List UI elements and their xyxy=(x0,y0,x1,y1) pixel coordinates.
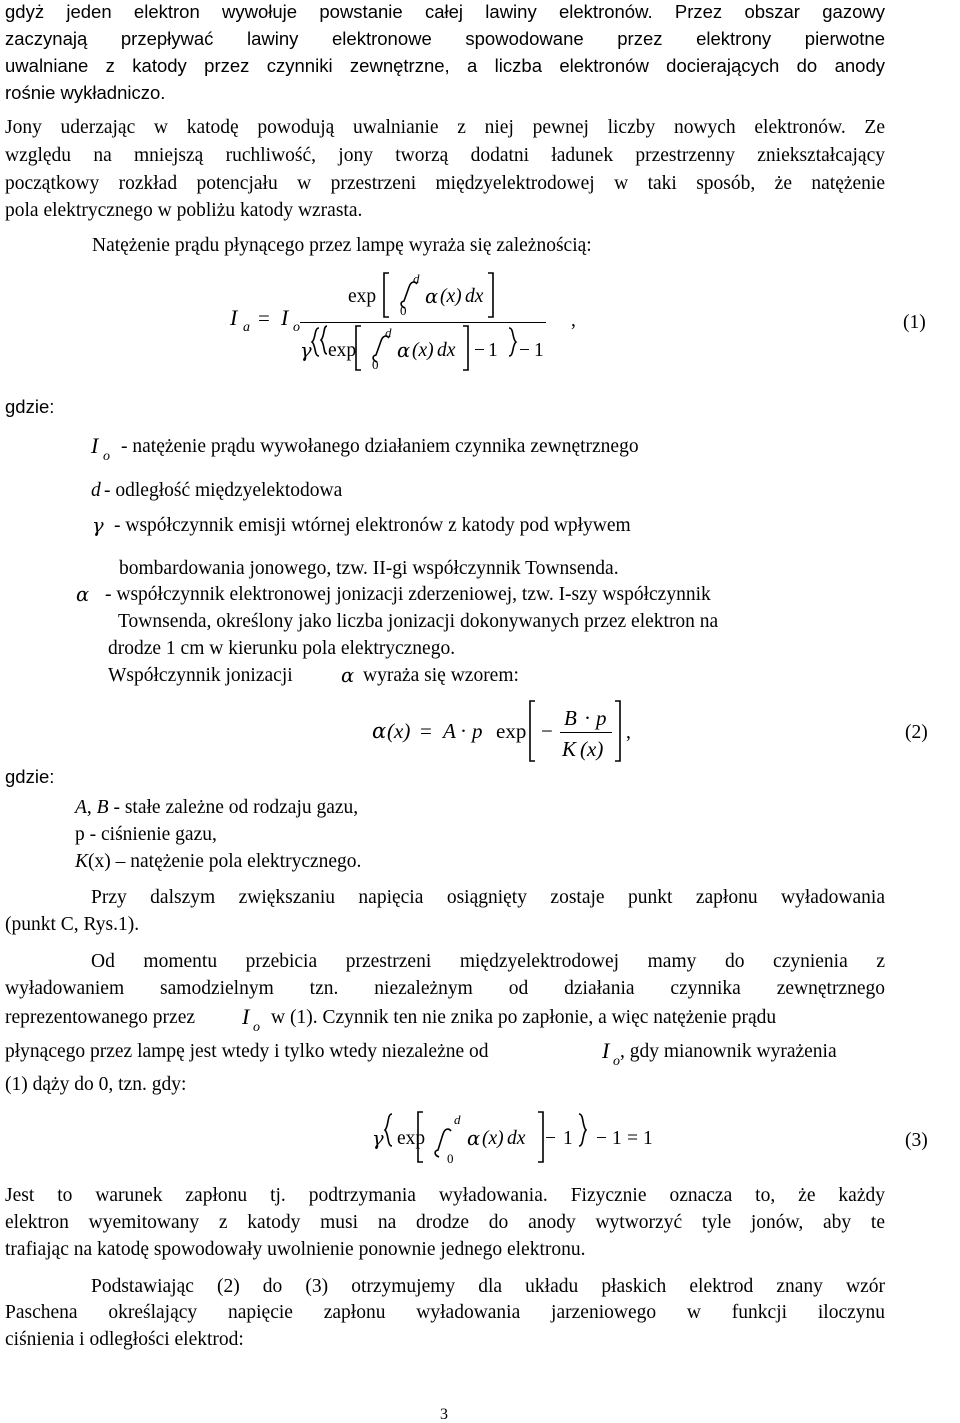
eq1-lhs-sub: a xyxy=(243,320,250,335)
breakdown-Io-symbol: I xyxy=(242,1004,250,1029)
eq3-exp: exp xyxy=(397,1128,426,1149)
def-ab-sep: , xyxy=(86,797,97,818)
breakdown-line-4a: płynącego przez lampę jest wtedy i tylko wtedy niezależne od xyxy=(5,1041,489,1062)
eq1-number: (1) xyxy=(903,312,926,333)
eq3-one-a: 1 xyxy=(563,1128,573,1149)
eq1-lhs-I: I xyxy=(230,305,238,330)
eq1-den-exp: exp xyxy=(328,340,357,361)
breakdown-Io-symbol-2: I xyxy=(602,1038,610,1063)
def-k-text: (x) – natężenie pola elektrycznego. xyxy=(88,851,362,872)
condition-line-3: trafiając na katodę spowodowały uwolnienie ponownie jednego elektronu. xyxy=(5,1239,586,1260)
paschen-line-1: Podstawiając (2) do (3) otrzymujemy dla układu płaskich elektrod znany wzór xyxy=(91,1276,885,1297)
def-K-symbol: K xyxy=(75,851,89,872)
alpha-formula-intro-a: Współczynnik jonizacji xyxy=(108,665,293,686)
gdzie-label-2: gdzie: xyxy=(5,766,55,787)
eq3-upper: d xyxy=(454,1112,461,1127)
eq3-lower: 0 xyxy=(447,1151,454,1166)
eq1-den-minus-a: − xyxy=(474,340,485,361)
def-gamma-symbol: γ xyxy=(92,514,104,537)
breakdown-line-5: (1) dąży do 0, tzn. gdy: xyxy=(5,1074,187,1095)
intro-line-3: uwalniane z katody przez czynniki zewnętrzne, a liczba elektronów docierających do anody xyxy=(5,55,885,76)
ions-line-1: Jony uderzając w katodę powodują uwalnianie z niej pewnej liczby nowych elektronów. Ze xyxy=(5,117,885,138)
eq1-rhs-sub: o xyxy=(293,320,300,335)
eq1-num-x: (x) xyxy=(440,286,462,307)
eq2-num-B: B xyxy=(564,706,577,730)
ions-line-4: pola elektrycznego w pobliżu katody wzrasta. xyxy=(5,200,363,221)
eq1-den-dx: dx xyxy=(437,340,456,361)
breakdown-line-3a: reprezentowanego przez xyxy=(5,1007,196,1028)
eq1-comma: , xyxy=(571,310,576,331)
eq2-p: p xyxy=(472,719,483,743)
current-intro: Natężenie prądu płynącego przez lampę wyraża się zależnością: xyxy=(92,235,592,256)
ignition-line-1: Przy dalszym zwiększaniu napięcia osiągnięty zostaje punkt zapłonu wyładowania xyxy=(91,887,885,908)
eq1-den-minus-b: − xyxy=(519,340,530,361)
eq1-num-alpha: α xyxy=(425,285,439,308)
def-gamma-text-2: bombardowania jonowego, tzw. II-gi współczynnik Townsenda. xyxy=(119,558,619,579)
paschen-line-2: Paschena określający napięcie zapłonu wyładowania jarzeniowego w funkcji iloczynu xyxy=(5,1302,885,1323)
eq1-den-one-a: 1 xyxy=(488,340,498,361)
eq2-A: A xyxy=(443,719,456,743)
def-gamma-text: - współczynnik emisji wtórnej elektronów z katody pod wpływem xyxy=(114,515,631,536)
breakdown-Io-sub: o xyxy=(253,1020,260,1035)
page-number: 3 xyxy=(440,1406,448,1423)
def-B-symbol: B xyxy=(96,797,109,818)
condition-line-2: elektron wyemitowany z katody musi na drodze do anody wytworzyć tyle jonów, aby te xyxy=(5,1212,885,1233)
eq2-exp: exp xyxy=(496,719,527,743)
intro-line-1: gdyż jeden elektron wywołuje powstanie całej lawiny elektronów. Przez obszar gazowy xyxy=(5,1,885,22)
breakdown-line-2: wyładowaniem samodzielnym tzn. niezależnym od działania czynnika zewnętrznego xyxy=(5,978,885,999)
eq3-alpha: α xyxy=(467,1127,481,1150)
def-alpha-symbol: α xyxy=(76,583,90,606)
def-Io-symbol: I xyxy=(91,433,99,458)
eq3-minus-b: − xyxy=(596,1128,607,1149)
eq2-number: (2) xyxy=(905,722,928,743)
breakdown-line-1: Od momentu przebicia przestrzeni międzyelektrodowej mamy do czynienia z xyxy=(91,951,885,972)
ions-line-2: względu na mniejszą ruchliwość, jony tworzą dodatni ładunek przestrzenny zniekształcający xyxy=(5,145,885,166)
eq2-num-p: p xyxy=(596,706,607,730)
def-Io-text: - natężenie prądu wywołanego działaniem czynnika zewnętrznego xyxy=(121,436,639,457)
eq3-dx: dx xyxy=(507,1128,526,1149)
eq3-gamma: γ xyxy=(372,1127,384,1150)
eq1-num-exp: exp xyxy=(348,286,377,307)
intro-line-2: zaczynają przepływać lawiny elektronowe spowodowane przez elektrony pierwotne xyxy=(5,28,885,49)
eq1-den-upper: d xyxy=(385,325,392,340)
eq1-equals: = xyxy=(258,306,270,330)
eq3-number: (3) xyxy=(905,1130,928,1151)
eq2-minus: − xyxy=(541,719,553,743)
eq2-den-x: (x) xyxy=(580,737,604,761)
paschen-line-3: ciśnienia i odległości elektrod: xyxy=(5,1329,244,1350)
eq1-den-lower: 0 xyxy=(372,357,379,372)
breakdown-line-4b: , gdy mianownik wyrażenia xyxy=(620,1041,837,1062)
alpha-formula-intro-b: wyraża się wzorem: xyxy=(363,665,519,686)
def-Io-sub: o xyxy=(103,449,110,464)
ignition-line-2: (punkt C, Rys.1). xyxy=(5,914,140,935)
eq3-rhs: 1 xyxy=(643,1128,653,1149)
eq3-minus-a: − xyxy=(545,1128,556,1149)
eq1-den-one-b: 1 xyxy=(534,340,544,361)
breakdown-line-3b: w (1). Czynnik ten nie znika po zapłonie, a więc natężenie prądu xyxy=(271,1007,777,1028)
eq1-den-gamma: γ xyxy=(300,339,312,362)
def-alpha-text: - współczynnik elektronowej jonizacji zderzeniowej, tzw. I-szy współczynnik xyxy=(105,584,711,605)
eq1-num-dx: dx xyxy=(465,286,484,307)
def-d-text: - odległość międzyelektodowa xyxy=(104,480,343,501)
def-ab-text: - stałe zależne od rodzaju gazu, xyxy=(108,797,359,818)
eq2-dot-1: · xyxy=(460,719,467,743)
eq2-dot-2: · xyxy=(584,706,591,730)
alpha-formula-intro-symbol: α xyxy=(341,664,355,687)
eq1-rhs-I: I xyxy=(281,305,289,330)
eq1-num-upper: d xyxy=(413,271,420,286)
eq1-den-x: (x) xyxy=(412,340,434,361)
eq1-den-alpha: α xyxy=(397,339,411,362)
def-alpha-text-3: drodze 1 cm w kierunku pola elektrycznego. xyxy=(108,638,456,659)
eq3-equals: = xyxy=(627,1128,638,1149)
eq2-alpha: α xyxy=(372,719,387,743)
condition-line-1: Jest to warunek zapłonu tj. podtrzymania wyładowania. Fizycznie oznacza to, że każdy xyxy=(5,1185,885,1206)
def-alpha-text-2: Townsenda, określony jako liczba jonizacji dokonywanych przez elektron na xyxy=(118,611,719,632)
eq2-den-K: K xyxy=(562,737,577,761)
def-p-line: p - ciśnienie gazu, xyxy=(75,824,217,845)
intro-line-4: rośnie wykładniczo. xyxy=(5,82,166,103)
def-A-symbol: A xyxy=(75,797,87,818)
eq2-equals: = xyxy=(420,719,432,743)
eq3-one-b: 1 xyxy=(612,1128,622,1149)
def-d-symbol: d xyxy=(91,480,101,501)
gdzie-label-1: gdzie: xyxy=(5,396,55,417)
eq2-x: (x) xyxy=(387,719,411,743)
ions-line-3: początkowy rozkład potencjału w przestrzeni międzyelektrodowej w taki sposób, że natężenie xyxy=(5,173,885,194)
eq3-x: (x) xyxy=(482,1128,504,1149)
breakdown-Io-sub-2: o xyxy=(613,1054,620,1069)
eq1-num-lower: 0 xyxy=(400,303,407,318)
eq2-comma: , xyxy=(626,722,631,743)
